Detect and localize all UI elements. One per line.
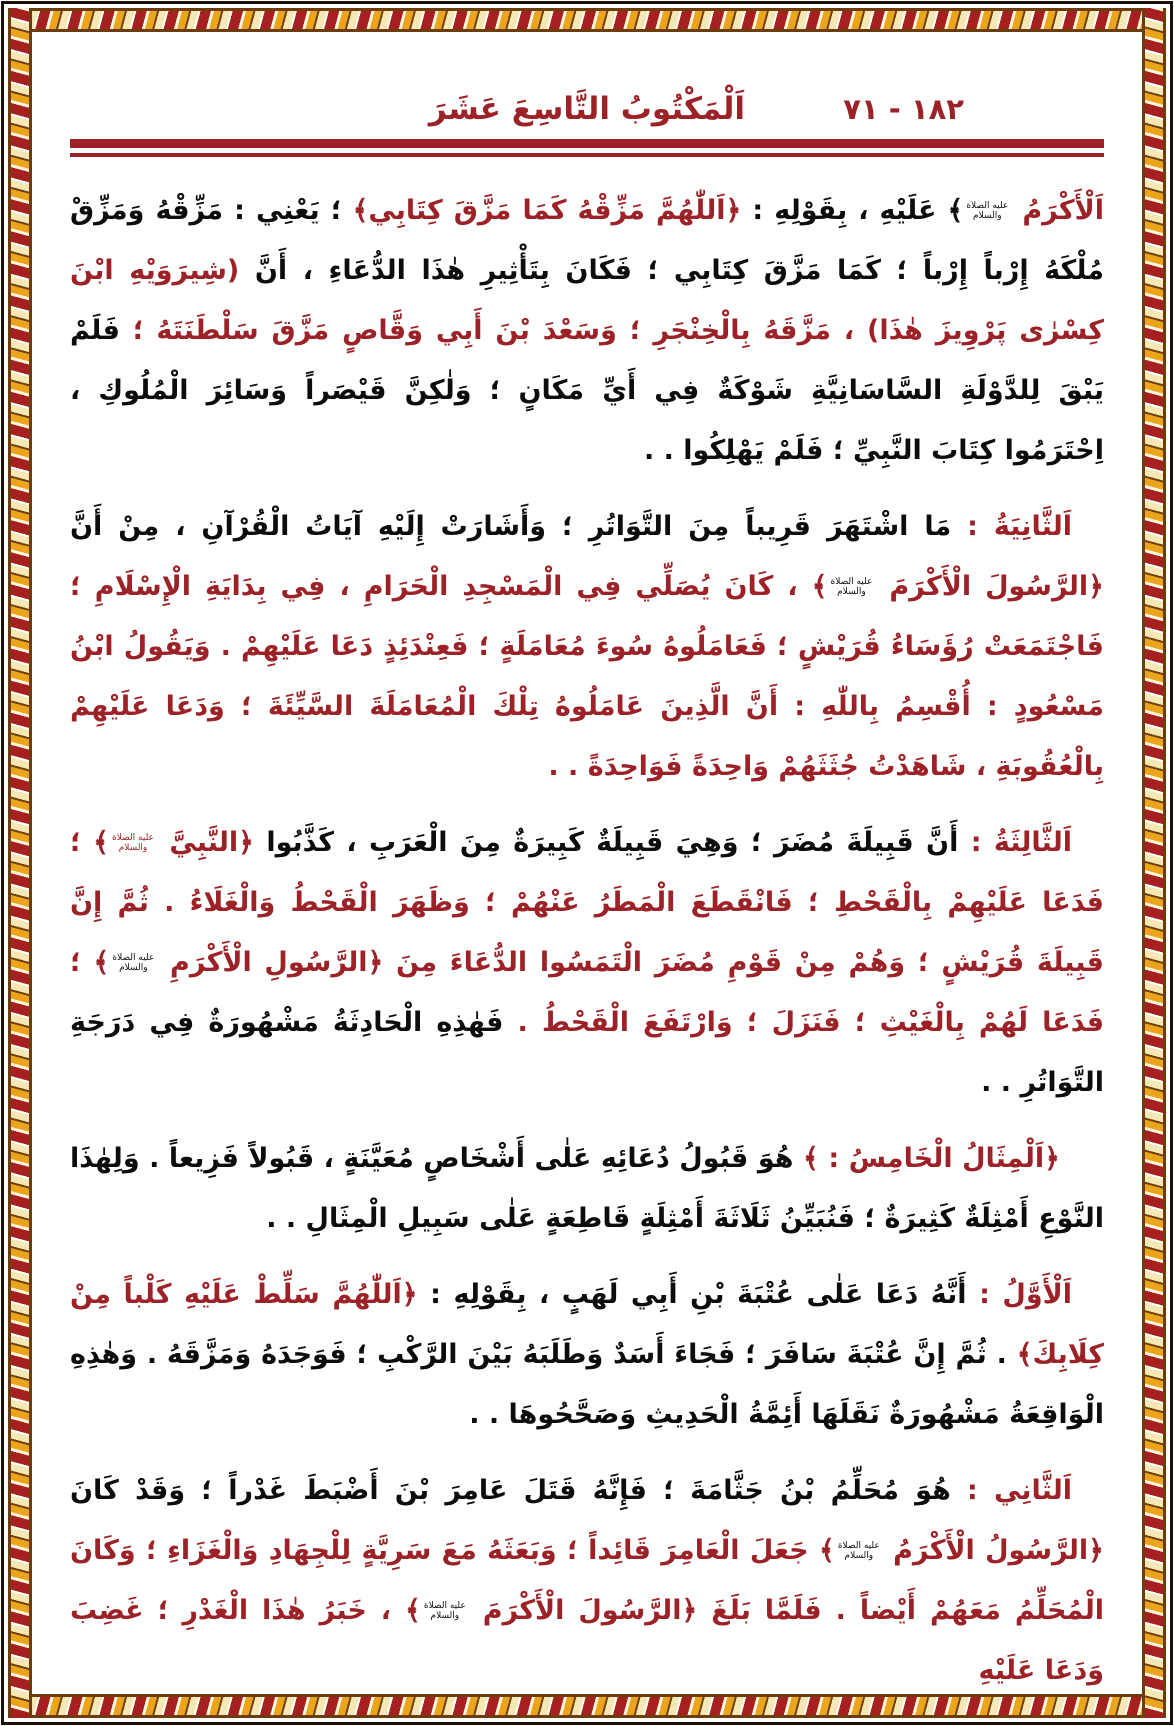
paragraph-4	[70, 1129, 1104, 1249]
page-title: اَلْمَكْتُوبُ التَّاسِعَ عَشَرَ	[428, 91, 746, 127]
paragraph-3	[70, 813, 1104, 1113]
text-segment: هُوَ قَبُولُ دُعَائِهِ عَلٰى أَشْخَاصٍ مُعَيَّنَةٍ ، قَبُولاً فَزِيعاً . وَلِهٰذَا النَّوْعِ أَمْثِلَةٌ كَثِيرَةٌ ؛ فَنُبَيِّنُ ثَلَاثَةَ أَمْثِلَةٍ قَاطِعَةٍ عَلٰى سَبِيلِ الْمِثَالِ . .	[70, 1143, 1104, 1234]
pbuh-seal: عليه الصلاة والسلام	[837, 1540, 880, 1561]
text-segment: ﴿الرَّسُولَ الْأَكْرَمَ	[875, 571, 1104, 602]
text-segment: اَلْأَوَّلُ :	[966, 1279, 1072, 1310]
pbuh-seal: عليه الصلاة والسلام	[830, 576, 873, 597]
text-segment: مَا اشْتَهَرَ قَرِيباً مِنَ التَّوَاتُرِ ؛ وَأَشَارَتْ إِلَيْهِ آيَاتُ الْقُرْآنِ ، مِنْ أَنَّ	[70, 511, 952, 542]
pbuh-seal: عليه الصلاة والسلام	[966, 200, 1009, 221]
pbuh-seal: عليه الصلاة والسلام	[423, 1600, 466, 1621]
text-segment: ﴾ ؛ فَدَعَا عَلَيْهِمْ بِالْقَحْطِ ؛ فَانْقَطَعَ الْمَطَرُ عَنْهُمْ ؛ وَظَهَرَ الْقَحْطُ وَالْغَلَاءُ . ثُمَّ إِنَّ قَبِيلَةَ قُرَيْشٍ ؛ وَهُمْ مِنْ قَوْمِ مُضَرَ الْتَمَسُوا الدُّعَاءَ مِنَ	[70, 827, 1104, 978]
text-segment: فَهٰذِهِ الْحَادِثَةُ مَشْهُورَةٌ فِي دَرَجَةِ التَّوَاتُرِ . .	[70, 1007, 1104, 1098]
text-segment: ﴿الرَّسُولِ الْأَكْرَمِ	[157, 947, 384, 978]
text-segment: اَلثَّانِيَةُ :	[951, 511, 1072, 542]
text-segment: ﴾ ، كَانَ يُصَلِّي فِي الْمَسْجِدِ الْحَرَامِ ، فِي بِدَايَةِ الْإِسْلَامِ ؛ فَاجْتَمَعَتْ رُؤَسَاءُ قُرَيْشٍ ؛ فَعَامَلُوهُ سُوءَ مُعَامَلَةٍ ؛ فَعِنْدَئِذٍ دَعَا عَلَيْهِمْ . وَيَقُولُ ابْنُ مَسْعُودٍ : أُقْسِمُ بِاللّٰهِ : أَنَّ الَّذِينَ عَامَلُوهُ تِلْكَ الْمُعَامَلَةَ السَّيِّئَةَ ؛ وَدَعَا عَلَيْهِمْ بِالْعُقُوبَةِ ، شَاهَدْتُ جُثَثَهُمْ وَاحِدَةً فَوَاحِدَةً . .	[70, 571, 1104, 782]
text-segment: فَلَمْ يَبْقَ لِلدَّوْلَةِ السَّاسَانِيَّةِ شَوْكَةٌ فِي أَيِّ مَكَانٍ ؛ وَلٰكِنَّ قَيْصَراً وَسَائِرَ الْمُلُوكِ ، اِحْتَرَمُوا كِتَابَ النَّبِيِّ ؛ فَلَمْ يَهْلِكُوا . .	[70, 315, 1104, 466]
text-segment: ؛ يَعْنِي : مَزِّقْهُ وَمَزِّقْ مُلْكَهُ إِرْباً إِرْباً ؛ كَمَا مَزَّقَ كِتَابِي ؛ فَكَانَ بِتَأْثِيرِ هٰذَا الدُّعَاءِ ، أَنَّ	[70, 195, 1104, 286]
paragraph-6	[70, 1461, 1104, 1701]
text-segment: ﴿اَلْمِثَالُ الْخَامِسُ : ﴾	[793, 1143, 1060, 1174]
paragraph-2	[70, 497, 1104, 797]
text-segment: ﴾ جَعَلَ الْعَامِرَ قَائِداً ؛ وَبَعَثَهُ مَعَ سَرِيَّةٍ لِلْجِهَادِ وَالْغَزَاءِ ؛ وَكَانَ الْمُحَلِّمُ مَعَهُمْ أَيْضاً . فَلَمَّا بَلَغَ	[70, 1535, 1104, 1626]
text-segment: اَلْأَكْرَمُ	[1011, 195, 1104, 226]
ornamental-border-right	[1142, 8, 1166, 1718]
text-segment: ﴿النَّبِيَّ	[157, 827, 254, 858]
text-segment: ﴾ ، خَبَرُ هٰذَا الْغَدْرِ ؛ غَضِبَ وَدَعَا عَلَيْهِ	[70, 1595, 1104, 1686]
text-segment: أَنَّهُ دَعَا عَلٰى عُتْبَةَ بْنِ أَبِي لَهَبٍ ، بِقَوْلِهِ :	[417, 1279, 967, 1310]
ornamental-border-left	[8, 8, 32, 1718]
text-segment: ﴿الرَّسُولُ الْأَكْرَمُ	[882, 1535, 1105, 1566]
text-segment: . ثُمَّ إِنَّ عُتْبَةَ سَافَرَ ؛ فَجَاءَ أَسَدٌ وَطَلَبَهُ بَيْنَ الرَّكْبِ ؛ فَوَجَدَهُ وَمَزَّقَهُ . وَهٰذِهِ الْوَاقِعَةُ مَشْهُورَةٌ نَقَلَهَا أَئِمَّةُ الْحَدِيثِ وَصَحَّحُوهَا . .	[70, 1339, 1104, 1430]
body-text	[70, 181, 1104, 1701]
page-number: ١٨٢ - ٧١	[843, 92, 964, 126]
pbuh-seal: عليه الصلاة والسلام	[112, 952, 155, 973]
text-segment: ﴿اَللّٰهُمَّ مَزِّقْهُ كَمَا مَزَّقَ كِتَابِي﴾	[352, 195, 742, 226]
paragraph-1	[70, 181, 1104, 481]
paragraph-5	[70, 1265, 1104, 1445]
page-header	[70, 84, 1104, 134]
header-divider	[70, 139, 1104, 157]
text-segment: ﴿الرَّسُولَ الْأَكْرَمَ	[468, 1595, 698, 1626]
pbuh-seal: عليه الصلاة والسلام	[112, 832, 154, 853]
text-segment: اَلثَّانِي :	[950, 1475, 1072, 1506]
ornamental-border-top	[8, 8, 1166, 32]
page-content	[70, 36, 1104, 1686]
text-segment: اَلثَّالِثَةُ :	[958, 827, 1072, 858]
text-segment: ﴾ ؛ فَدَعَا لَهُمْ بِالْغَيْثِ ؛ فَنَزَلَ ؛ وَارْتَفَعَ الْقَحْطُ .	[70, 947, 1105, 1038]
text-segment: أَنَّ قَبِيلَةَ مُضَرَ ؛ وَهِيَ قَبِيلَةٌ كَبِيرَةٌ مِنَ الْعَرَبِ ، كَذَّبُوا	[253, 827, 959, 858]
text-segment: هُوَ مُحَلِّمُ بْنُ جَثَّامَةَ ؛ فَإِنَّهُ قَتَلَ عَامِرَ بْنَ أَضْبَطَ غَدْراً ؛ وَقَدْ كَانَ	[70, 1475, 951, 1506]
text-segment: (شِيرَوَيْهِ ابْنَ كِسْرٰى پَرْوِيزَ هٰذَا) ، مَزَّقَهُ بِالْخِنْجَرِ ؛ وَسَعْدَ بْنَ أَبِي وَقَّاصٍ مَزَّقَ سَلْطَنَتَهُ ؛	[70, 255, 1104, 346]
text-segment: ﴿اَللّٰهُمَّ سَلِّطْ عَلَيْهِ كَلْباً مِنْ كِلَابِكَ﴾	[70, 1279, 1104, 1370]
text-segment: ﴾ عَلَيْهِ ، بِقَوْلِهِ :	[741, 195, 964, 226]
